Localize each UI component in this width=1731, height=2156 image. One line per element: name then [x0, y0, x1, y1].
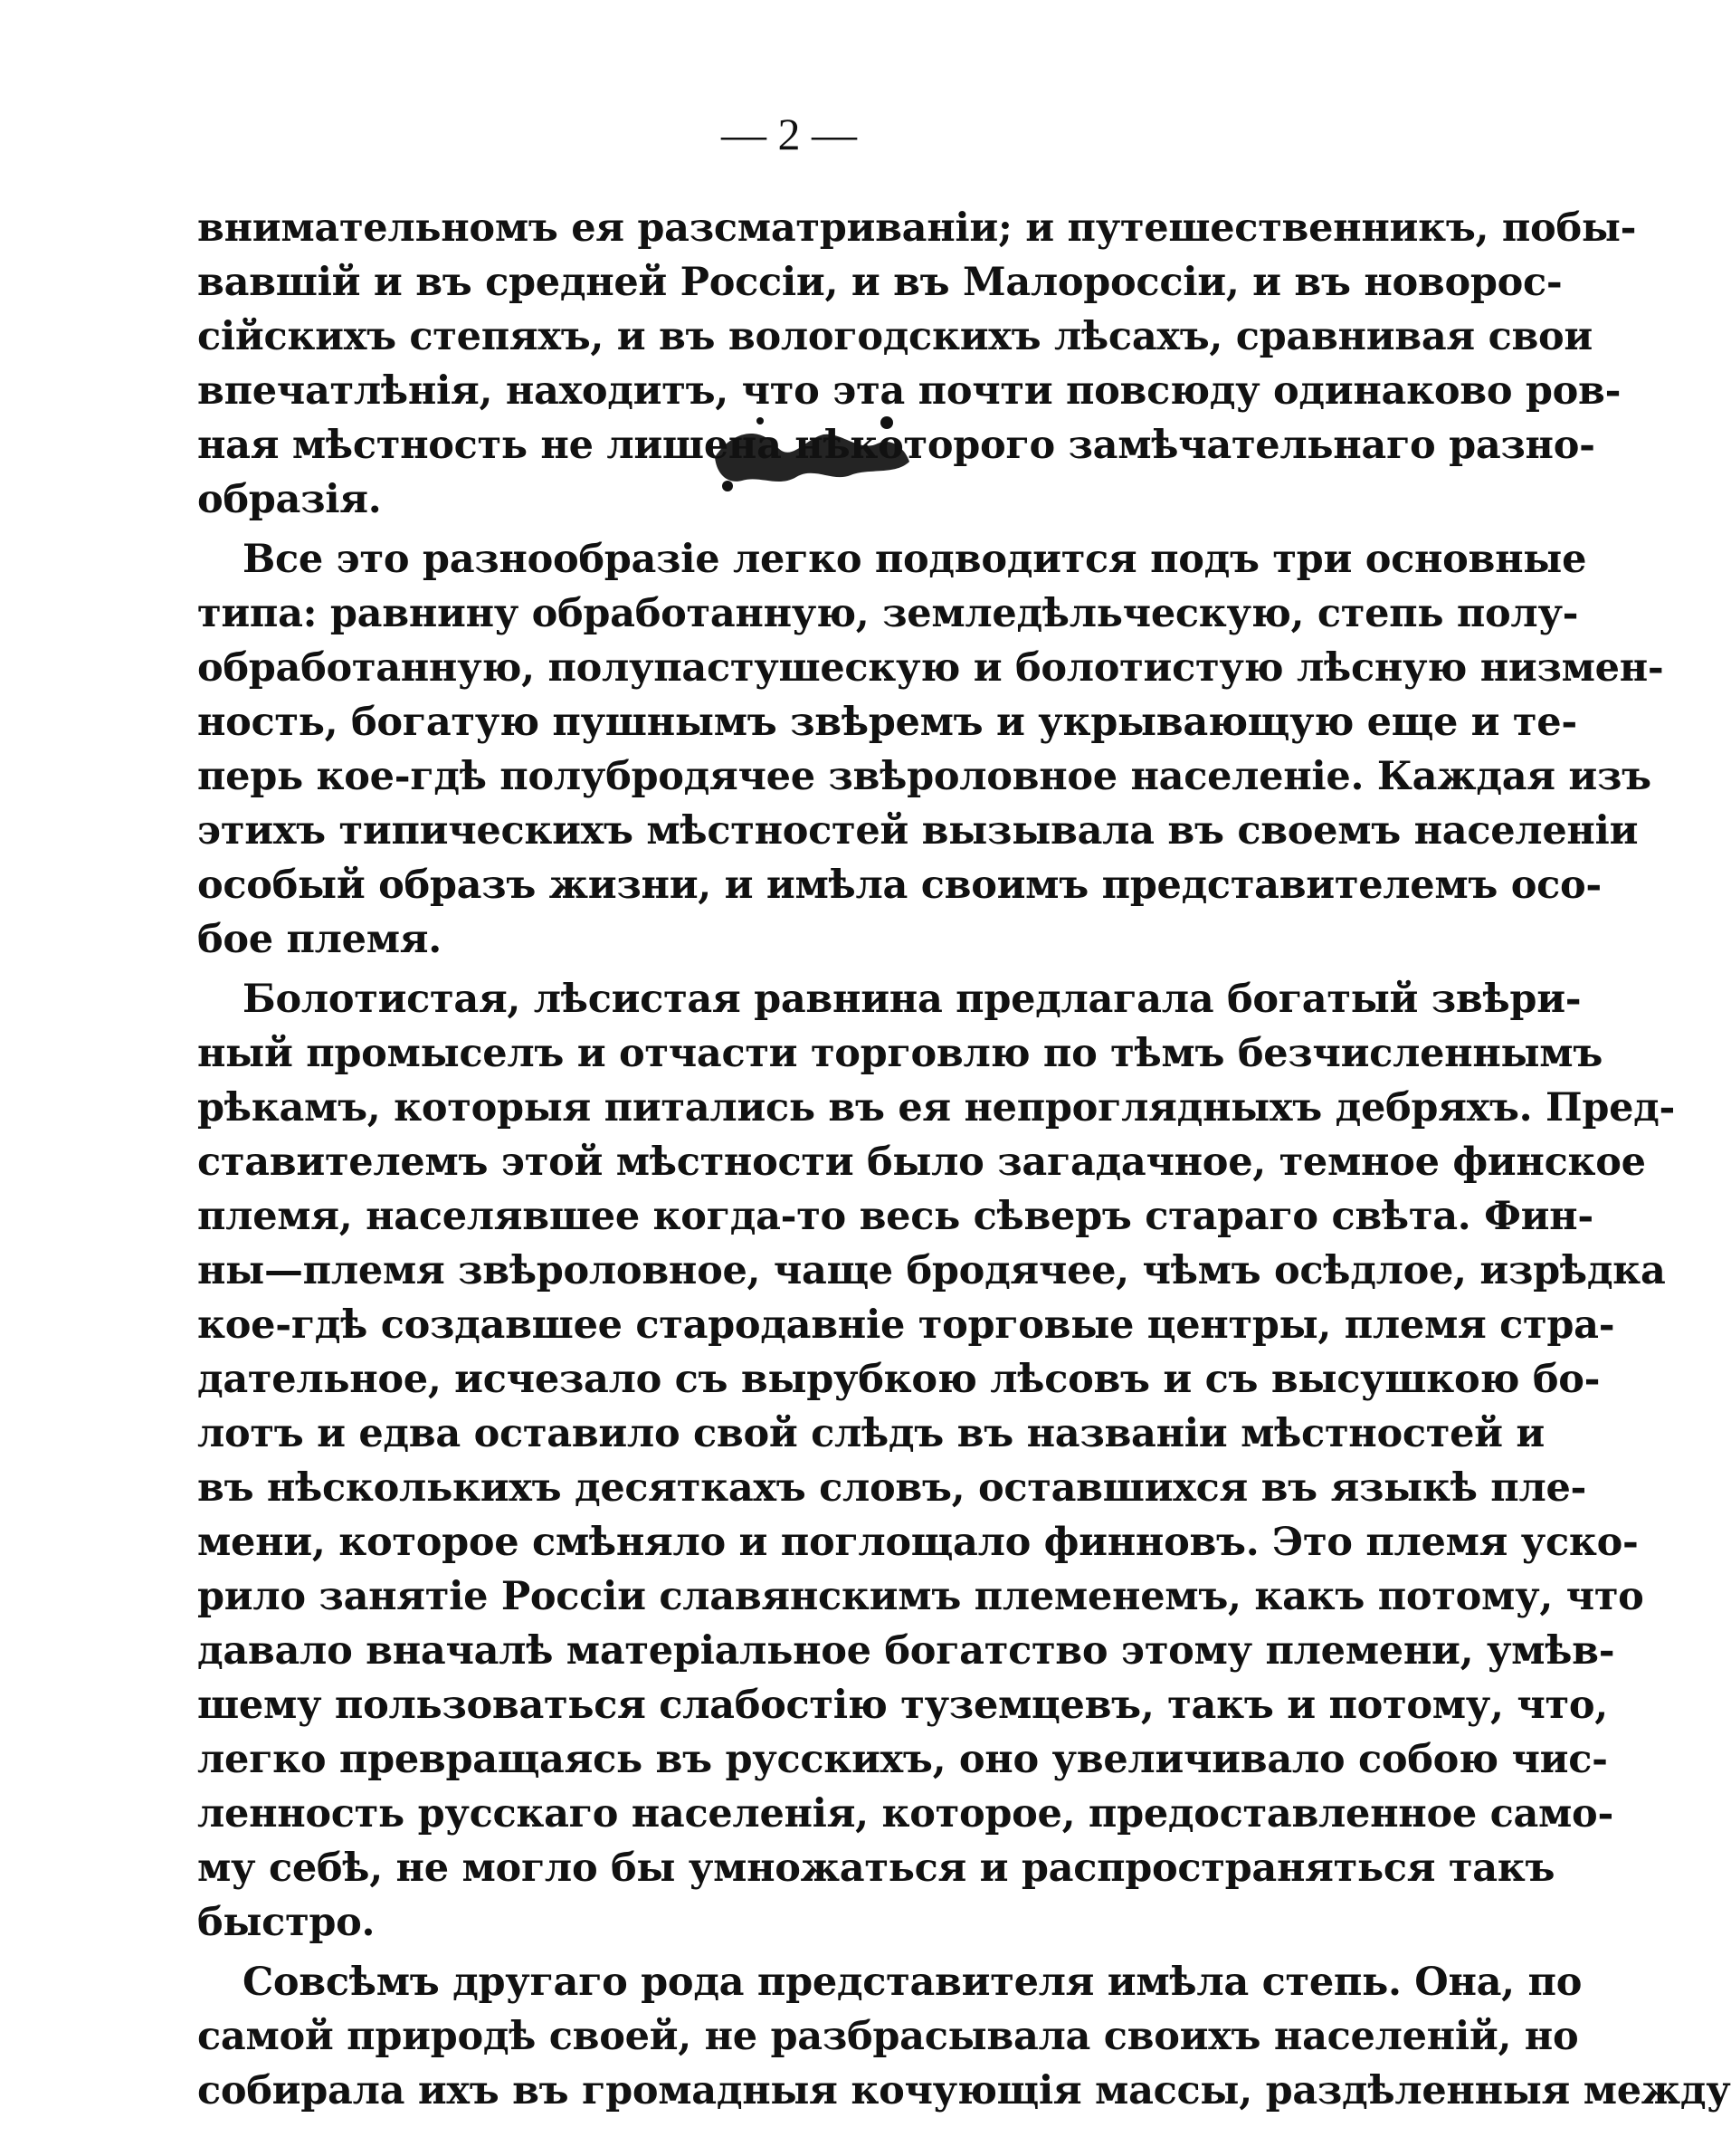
text-line: ны—племя звѣроловное, чаще бродячее, чѣмъ осѣдлое, изрѣдка: [197, 1248, 1666, 1293]
paragraph-4: [197, 1955, 1731, 2118]
text-line: племя, населявшее когда-то весь сѣверъ стараго свѣта. Фин-: [197, 1194, 1593, 1239]
text-line: кое-гдѣ создавшее стародавніе торговые центры, племя стра-: [197, 1302, 1615, 1348]
text-line: типа: равнину обработанную, земледѣльческую, степь полу-: [197, 591, 1579, 636]
text-line: быстро.: [197, 1900, 376, 1945]
text-line: особый образъ жизни, и имѣла своимъ представителемъ осо-: [197, 863, 1602, 908]
text-line: рѣкамъ, которыя питались въ ея непроглядныхъ дебряхъ. Пред-: [197, 1085, 1676, 1130]
paragraph-2: [197, 532, 1664, 967]
body-text: [197, 201, 1731, 2123]
text-line: рило занятіе Россіи славянскимъ племенемъ, какъ потому, что: [197, 1574, 1644, 1619]
text-line: ность, богатую пушнымъ звѣремъ и укрывающую еще и те-: [197, 700, 1577, 745]
text-line: въ нѣсколькихъ десяткахъ словъ, оставшихся въ языкѣ пле-: [197, 1465, 1587, 1511]
text-line: перь кое-гдѣ полубродячее звѣроловное населеніе. Каждая изъ: [197, 754, 1651, 799]
text-line: дательное, исчезало съ вырубкою лѣсовъ и съ высушкою бо-: [197, 1357, 1601, 1402]
text-line: лотъ и едва оставило свой слѣдъ въ названіи мѣстностей и: [197, 1411, 1545, 1456]
text-line: легко превращаясь въ русскихъ, оно увеличивало собою чис-: [197, 1737, 1608, 1782]
text-line: обработанную, полупастушескую и болотистую лѣсную низмен-: [197, 645, 1664, 691]
text-line: сійскихъ степяхъ, и въ вологодскихъ лѣсахъ, сравнивая свои: [197, 314, 1593, 359]
text-line: этихъ типическихъ мѣстностей вызывала въ своемъ населеніи: [197, 808, 1639, 854]
text-line: ная мѣстность не лишена нѣкоторого замѣчательнаго разно-: [197, 423, 1595, 468]
text-line: ный промыселъ и отчасти торговлю по тѣмъ безчисленнымъ: [197, 1031, 1603, 1076]
text-line: ленность русскаго населенія, которое, предоставленное само-: [197, 1791, 1613, 1836]
text-line: вавшій и въ средней Россіи, и въ Малороссіи, и въ новорос-: [197, 260, 1563, 305]
text-line: бое племя.: [197, 917, 442, 962]
text-line: Болотистая, лѣсистая равнина предлагала богатый звѣри-: [243, 977, 1582, 1022]
text-line: шему пользоваться слабостію туземцевъ, такъ и потому, что,: [197, 1683, 1608, 1728]
text-line: внимательномъ ея разсматриваніи; и путешественникъ, побы-: [197, 205, 1637, 251]
text-line: самой природѣ своей, не разбрасывала своихъ населеній, но: [197, 2014, 1579, 2059]
text-line: Совсѣмъ другаго рода представителя имѣла степь. Она, по: [243, 1960, 1583, 2005]
text-line: впечатлѣнія, находитъ, что эта почти повсюду одинаково ров-: [197, 368, 1622, 414]
text-line: собирала ихъ въ громадныя кочующія массы, раздѣленныя между: [197, 2068, 1731, 2113]
text-line: образія.: [197, 477, 382, 522]
text-line: ставителемъ этой мѣстности было загадачное, темное финское: [197, 1140, 1646, 1185]
paragraph-1: [197, 201, 1637, 527]
paragraph-3: [197, 972, 1676, 1950]
text-line: давало вначалѣ матеріальное богатство этому племени, умѣв-: [197, 1628, 1615, 1674]
text-line: Все это разнообразіе легко подводится подъ три основные: [243, 537, 1587, 582]
page-number: — 2 —: [721, 109, 857, 159]
text-line: му себѣ, не могло бы умножаться и распространяться такъ: [197, 1846, 1555, 1891]
text-line: мени, которое смѣняло и поглощало финновъ. Это племя уско-: [197, 1520, 1639, 1565]
